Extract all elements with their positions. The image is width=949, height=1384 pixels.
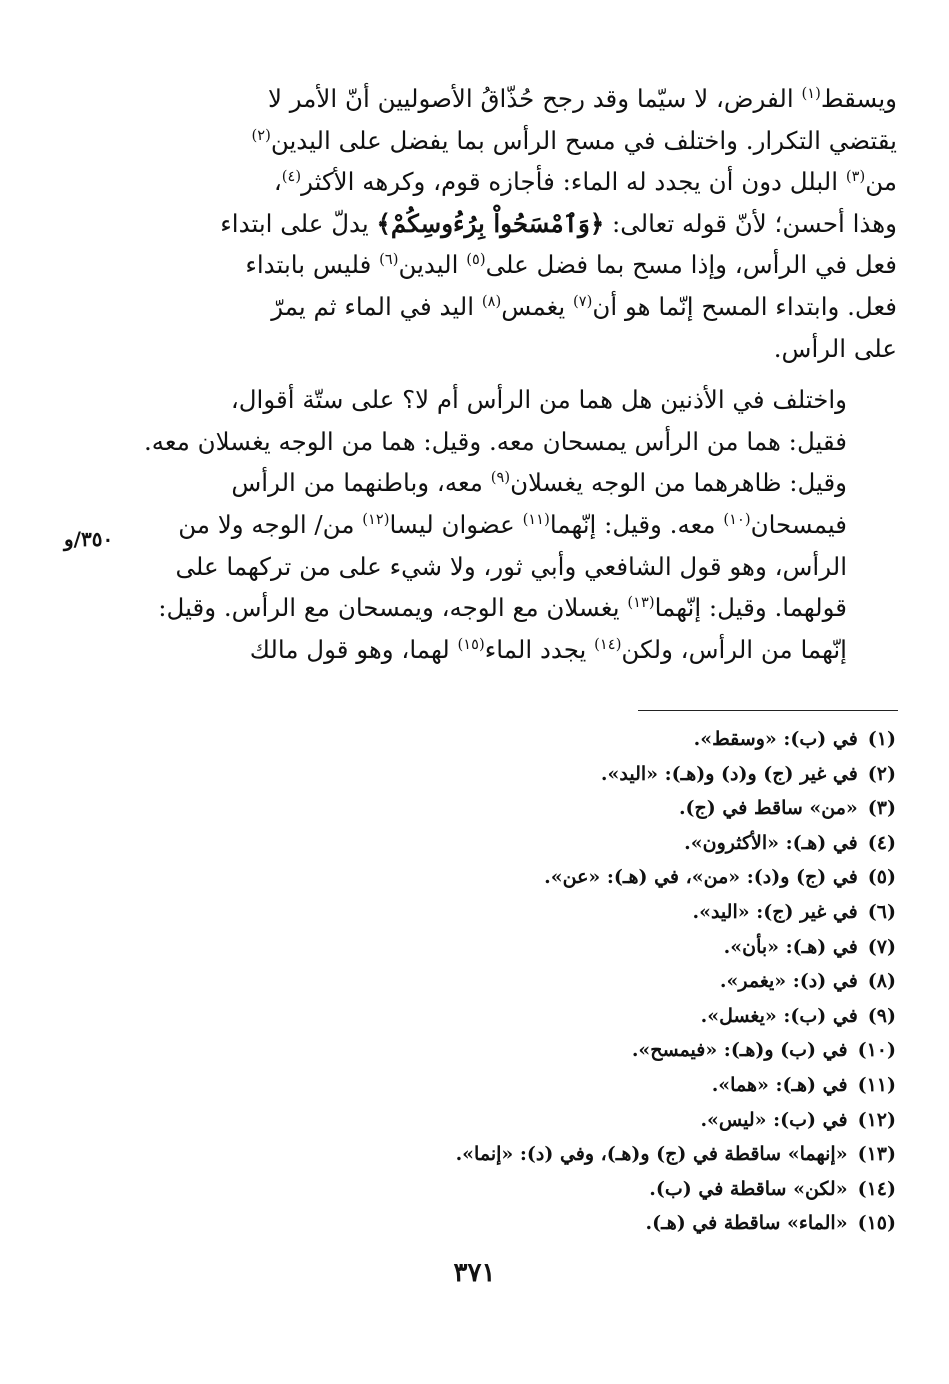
text-line — [145, 203, 897, 245]
text-run: من/ الوجه ولا من — [178, 509, 363, 539]
text-run: فليس بابتداء — [245, 250, 380, 280]
footnote-item — [300, 722, 896, 757]
footnote-item — [300, 930, 896, 965]
quran-verse: ﴿وَٱمْسَحُواْ بِرُءُوسِكُمْ﴾ — [376, 208, 605, 238]
footnote-text: في (ب): «ليس». — [700, 1108, 848, 1131]
footnote-number: (١٣) — [857, 1143, 896, 1166]
footnotes — [300, 722, 896, 1241]
footnote-item — [300, 1033, 896, 1068]
footnote-text: في (هـ): «هما». — [711, 1073, 848, 1096]
footnote-ref[interactable]: (١) — [801, 84, 821, 102]
footnote-ref[interactable]: (٨) — [481, 292, 502, 310]
manuscript-folio-marker: ٣٥٠/و — [64, 527, 114, 551]
text-line — [145, 629, 897, 671]
footnote-item — [300, 757, 896, 792]
footnote-text: في غير (ج) و(د) و(هـ): «اليد». — [600, 762, 858, 785]
footnote-ref[interactable]: (١٢) — [362, 510, 390, 528]
footnote-number: (٣) — [867, 797, 896, 820]
text-run: واختلف في الأذنين هل هما من الرأس أم لا؟ على ستّة أقوال، — [230, 385, 847, 415]
footnote-text: في غير (ج): «اليد». — [692, 900, 858, 923]
text-run: يقتضي التكرار. واختلف في مسح الرأس بما يفضل على اليدين — [270, 125, 897, 155]
footnote-ref[interactable]: (١٠) — [723, 510, 751, 528]
text-run: الفرض، لا سيّما وقد رجح حُذّاقُ الأصوليين أنّ الأمر لا — [268, 84, 802, 113]
text-run: فيمسحان — [750, 509, 847, 539]
text-run: عضوان ليسا — [389, 509, 523, 539]
text-run: فقيل: هما من الرأس يمسحان معه. وقيل: هما من الوجه يغسلان معه. — [143, 426, 847, 456]
text-line — [145, 286, 897, 328]
footnote-number: (١٠) — [857, 1039, 896, 1062]
text-run: معه. وقيل: إنّهما — [549, 509, 724, 539]
text-run: فعل في الرأس، وإذا مسح بما فضل على — [485, 250, 897, 280]
footnote-item — [300, 1206, 896, 1241]
footnote-number: (١) — [867, 728, 896, 750]
text-run: وقيل: ظاهرهما من الوجه يغسلان — [510, 468, 847, 498]
footnote-text: في (ج) و(د): «من»، في (هـ): «عن». — [544, 866, 858, 889]
footnote-text: في (هـ): «بأن». — [723, 935, 858, 958]
footnote-ref[interactable]: (١١) — [522, 510, 550, 528]
text-run: البلل دون أن يجدد له الماء: فأجازه قوم، وكرهه الأكثر — [301, 167, 846, 197]
text-run: فعل. وابتداء المسح إنّما هو أن — [592, 291, 897, 321]
footnote-number: (١٤) — [857, 1177, 896, 1200]
page-number: ٣٧١ — [453, 1258, 496, 1288]
text-run: اليدين — [398, 250, 467, 280]
text-line — [145, 120, 897, 162]
footnote-ref[interactable]: (١٣) — [627, 593, 655, 611]
footnote-item — [300, 964, 896, 999]
footnote-item — [300, 1103, 896, 1138]
footnote-text: في (ب): «يغسل». — [700, 1004, 858, 1027]
footnote-text: «إنهما» ساقطة في (ج) و(هـ)، وفي (د): «إنما». — [455, 1143, 848, 1166]
text-line — [145, 161, 897, 203]
footnote-separator — [638, 710, 898, 711]
footnote-number: (٨) — [867, 970, 896, 993]
text-run: وهذا أحسن؛ لأنّ قوله تعالى: — [604, 208, 897, 238]
footnote-number: (٢) — [867, 762, 896, 785]
text-run: لهما، وهو قول مالك — [249, 634, 458, 664]
footnote-ref[interactable]: (٤) — [281, 168, 302, 186]
footnote-number: (٦) — [867, 900, 896, 923]
text-run: من — [865, 167, 897, 197]
footnote-item — [300, 1172, 896, 1207]
footnote-ref[interactable]: (٢) — [251, 126, 271, 144]
text-line — [145, 504, 897, 546]
footnote-number: (٩) — [867, 1004, 896, 1027]
text-line — [145, 244, 897, 286]
footnote-number: (٤) — [867, 831, 896, 854]
footnote-ref[interactable]: (١٥) — [457, 635, 485, 653]
footnote-text: في (ب): «وسقط». — [693, 728, 858, 750]
paragraph-1 — [145, 78, 897, 369]
footnote-ref[interactable]: (٥) — [466, 251, 486, 269]
footnote-text: في (هـ): «الأكثرون». — [684, 831, 858, 854]
footnote-text: «الماء» ساقطة في (هـ). — [645, 1212, 848, 1235]
text-run: قولهما. وقيل: إنّهما — [654, 593, 847, 623]
text-run: معه، وباطنهما من الرأس — [231, 468, 491, 498]
footnote-number: (١٥) — [857, 1212, 896, 1235]
footnote-text: «لكن» ساقطة في (ب). — [649, 1177, 848, 1200]
text-line — [145, 546, 897, 588]
text-run: يدلّ على ابتداء — [220, 208, 377, 238]
text-run: اليد في الماء ثم يمرّ — [271, 291, 482, 321]
footnote-item — [300, 895, 896, 930]
text-line — [145, 462, 897, 504]
footnote-ref[interactable]: (١٤) — [594, 635, 622, 653]
footnote-text: «من» ساقط في (ج). — [678, 797, 858, 820]
footnote-ref[interactable]: (٣) — [845, 168, 866, 186]
text-run: ويسقط — [820, 84, 897, 113]
text-run: يغمس — [501, 291, 574, 321]
text-line — [145, 379, 897, 421]
text-run: على الرأس. — [773, 333, 897, 363]
footnote-item — [300, 1068, 896, 1103]
text-run: ، — [273, 167, 282, 197]
footnote-number: (١١) — [857, 1073, 896, 1096]
footnote-number: (١٢) — [857, 1108, 896, 1131]
footnote-text: في (ب) و(هـ): «فيمسح». — [631, 1039, 848, 1062]
footnote-item — [300, 791, 896, 826]
text-run: يغسلان مع الوجه، ويمسحان مع الرأس. وقيل: — [158, 593, 628, 623]
footnote-item — [300, 826, 896, 861]
text-run: الرأس، وهو قول الشافعي وأبي ثور، ولا شيء على من تركهما على — [175, 551, 847, 581]
text-run: يجدد الماء — [484, 634, 595, 664]
footnote-text: في (د): «يغمر». — [719, 970, 858, 993]
footnote-ref[interactable]: (٦) — [379, 251, 399, 269]
text-run: إنّهما من الرأس، ولكن — [621, 634, 847, 664]
footnote-number: (٧) — [867, 935, 896, 958]
footnote-item — [300, 999, 896, 1034]
text-line — [145, 587, 897, 629]
text-line — [145, 78, 897, 120]
footnote-item — [300, 1137, 896, 1172]
main-text — [145, 78, 897, 670]
paragraph-2 — [145, 379, 897, 670]
text-line — [145, 328, 897, 370]
footnote-number: (٥) — [867, 866, 896, 889]
footnote-item — [300, 860, 896, 895]
footnote-ref[interactable]: (٧) — [573, 292, 593, 310]
text-line — [145, 421, 897, 463]
footnote-ref[interactable]: (٩) — [490, 469, 511, 487]
